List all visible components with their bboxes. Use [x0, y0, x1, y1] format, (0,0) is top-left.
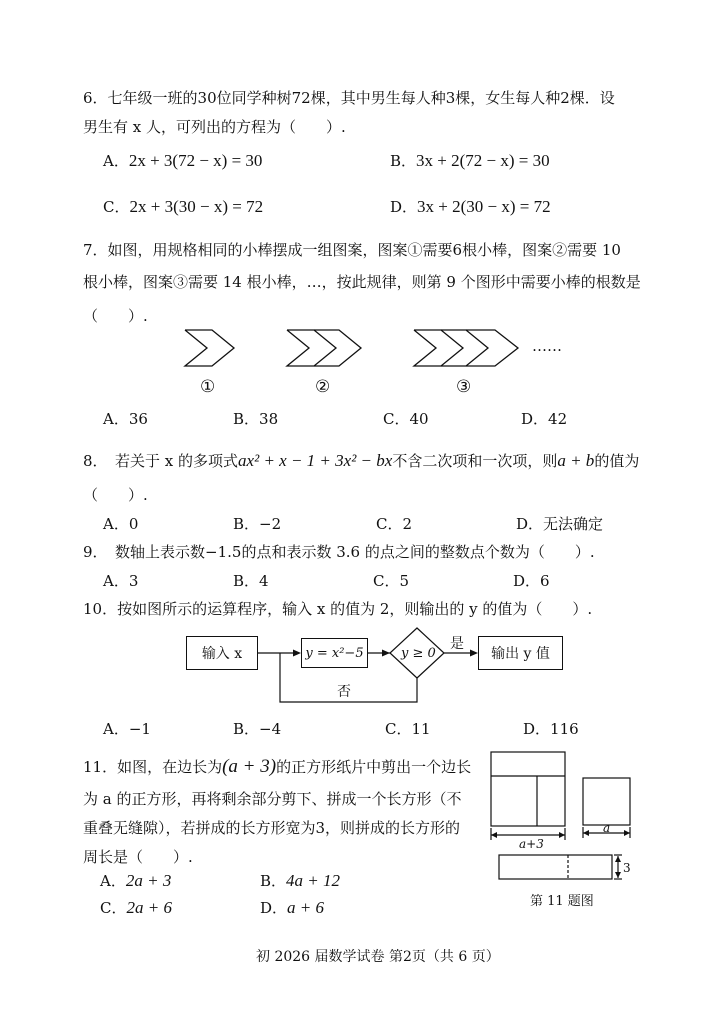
q11-line1-b: 的正方形纸片中剪出一个边长	[276, 758, 472, 776]
q7-option-a: A．36	[103, 410, 148, 428]
q9-option-a: A．3	[103, 572, 139, 590]
flow-output-label: 输出 y 值	[491, 646, 550, 662]
option-expr: 2x + 3(30 − x) = 72	[129, 197, 264, 216]
option-label: A．	[103, 152, 129, 170]
option-label: D．	[260, 899, 288, 917]
q8-option-c: C．2	[376, 515, 413, 533]
q7-option-b: B．38	[233, 410, 279, 428]
q10-option-b: B．−4	[233, 720, 282, 738]
fig-label-small: a	[603, 821, 611, 835]
q10-option-c: C．11	[385, 720, 431, 738]
q7-ellipsis: ……	[532, 337, 562, 355]
option-label: B．	[390, 152, 417, 170]
q11-stem-line3: 重叠无缝隙），若拼成的长方形宽为3，则拼成的长方形的	[83, 819, 461, 837]
q8-option-b: B．−2	[233, 515, 282, 533]
option-expr: 3x + 2(30 − x) = 72	[417, 197, 551, 216]
option-expr: 4a + 12	[286, 871, 341, 890]
option-expr: 2x + 3(72 − x) = 30	[128, 151, 263, 170]
q8-prefix: 8． 若关于 x 的多项式	[83, 452, 239, 470]
q8-option-d: D．无法确定	[516, 515, 604, 533]
q7-option-c: C．40	[383, 410, 429, 428]
q7-option-d: D．42	[521, 410, 568, 428]
option-expr: 2a + 3	[125, 871, 172, 890]
q10-stem: 10．按如图所示的运算程序，输入 x 的值为 2，则输出的 y 的值为（ ）.	[83, 600, 593, 618]
option-expr: a + 6	[287, 898, 325, 917]
flow-input-label: 输入 x	[201, 646, 243, 662]
q7-figure-label-2: ②	[315, 377, 331, 397]
q8-suffix: 不含二次项和一次项，则	[392, 452, 558, 470]
flow-condition-label: y ≥ 0	[401, 646, 436, 661]
q7-stem-line3: （ ）.	[83, 307, 148, 325]
q11-figure-caption: 第 11 题图	[530, 894, 594, 909]
flow-no-label: 否	[337, 684, 351, 700]
q6-stem-line2: 男生有 x 人，可列出的方程为（ ）.	[83, 118, 346, 136]
option-expr: 2a + 6	[126, 898, 172, 917]
page-footer: 初 2026 届数学试卷 第2页（共 6 页）	[256, 949, 500, 965]
q11-line1-expr: (a + 3)	[222, 756, 277, 777]
q11-line1-a: 11．如图，在边长为	[83, 758, 223, 776]
q11-stem-line4: 周长是（ ）.	[83, 848, 193, 866]
option-expr: 3x + 2(72 − x) = 30	[416, 151, 550, 170]
option-label: D．	[390, 198, 418, 216]
q9-option-b: B．4	[233, 572, 269, 590]
q11-stem-line2: 为 a 的正方形，再将剩余部分剪下、拼成一个长方形（不	[83, 790, 462, 808]
q7-figure-label-1: ①	[200, 377, 216, 397]
q9-option-d: D．6	[513, 572, 550, 590]
fig-label-big: a+3	[519, 837, 544, 851]
q6-stem-line1: 6．七年级一班的30位同学种树72棵，其中男生每人种3棵，女生每人种2棵．设	[83, 89, 615, 107]
fig-label-width: 3	[623, 861, 631, 875]
flow-formula-label: y = x²−5	[305, 645, 364, 661]
q8-option-a: A．0	[103, 515, 139, 533]
flow-yes-label: 是	[450, 636, 464, 652]
q8-stem-line2: （ ）.	[83, 486, 148, 504]
q8-expr: ax² + x − 1 + 3x² − bx	[238, 451, 393, 470]
q9-option-c: C．5	[373, 572, 410, 590]
option-label: C．	[100, 899, 127, 917]
q7-figure-label-3: ③	[456, 377, 472, 397]
q9-stem: 9． 数轴上表示数−1.5的点和表示数 3.6 的点之间的整数点个数为（ ）.	[83, 543, 595, 561]
q8-expr2: a + b	[557, 451, 595, 470]
option-label: C．	[103, 198, 130, 216]
option-label: A．	[100, 872, 126, 890]
q7-stem-line1: 7．如图，用规格相同的小棒摆成一组图案，图案①需要6根小棒，图案②需要 10	[83, 241, 621, 259]
q8-end: 的值为	[594, 452, 640, 470]
q7-stem-line2: 根小棒，图案③需要 14 根小棒，…，按此规律，则第 9 个图形中需要小棒的根数是	[83, 273, 641, 291]
q10-option-a: A．−1	[103, 720, 151, 738]
option-label: B．	[260, 872, 287, 890]
q10-option-d: D．116	[523, 720, 579, 738]
